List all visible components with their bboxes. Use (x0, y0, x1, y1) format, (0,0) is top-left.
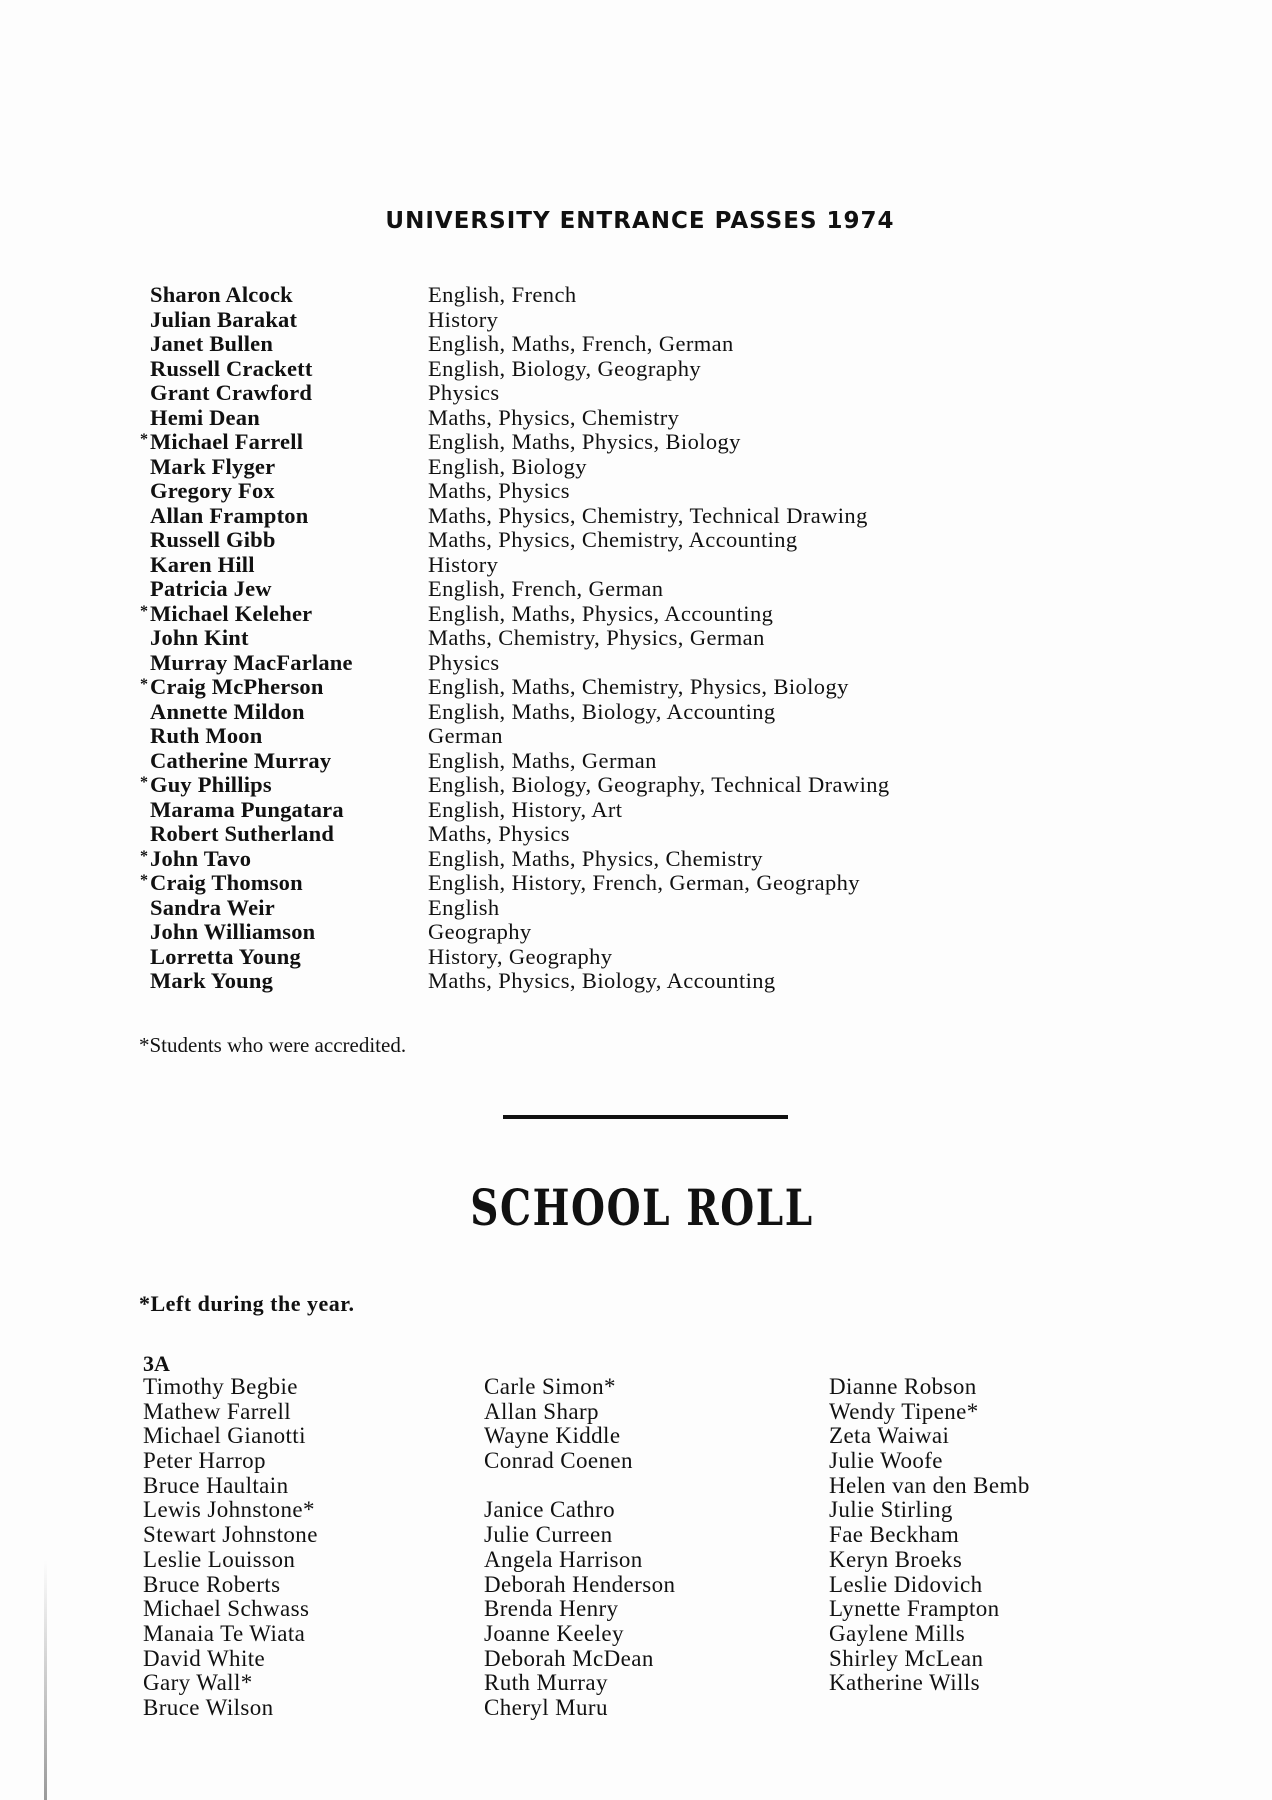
roll-student-name: Julie Woofe (829, 1448, 943, 1474)
subjects-passed: German (428, 723, 503, 748)
roll-student-name: Janice Cathro (484, 1497, 616, 1523)
roll-column-2 (484, 1375, 675, 1721)
roll-student-name: Mathew Farrell (143, 1398, 292, 1424)
ue-entry-row (150, 528, 890, 553)
roll-student-name: Lynette Frampton (829, 1596, 1000, 1622)
student-name (150, 822, 428, 847)
student-name-text: Russell Crackett (150, 355, 313, 381)
roll-student-name: Julie Curreen (484, 1522, 613, 1548)
roll-student-name: Julie Stirling (829, 1497, 953, 1523)
ue-entry-row (150, 798, 890, 823)
student-name (140, 429, 428, 455)
ue-entry-row (150, 945, 890, 970)
ue-entry-row (150, 553, 890, 578)
roll-student-name: Bruce Haultain (143, 1472, 289, 1498)
roll-student-name: Brenda Henry (484, 1596, 619, 1622)
subjects-passed: English, French, German (428, 576, 664, 601)
ue-entry-row (150, 920, 890, 945)
student-name (150, 969, 428, 994)
student-name (150, 455, 428, 480)
student-name-text: Patricia Jew (150, 576, 272, 601)
roll-student-name: Cheryl Muru (484, 1694, 608, 1720)
student-name (150, 283, 428, 308)
school-roll-title: SCHOOL ROLL (470, 1178, 814, 1237)
ue-entry-row (140, 600, 890, 627)
student-name-text: Murray MacFarlane (150, 649, 353, 675)
ue-entry-row (150, 700, 890, 725)
roll-student-name: Allan Sharp (484, 1398, 599, 1424)
ue-entry-row (150, 283, 890, 308)
student-name-text: John Kint (150, 625, 249, 650)
class-label-3a: 3A (143, 1351, 170, 1376)
student-name (150, 308, 428, 333)
subjects-passed: English, Maths, Physics, Accounting (428, 600, 774, 626)
roll-student-name: Lewis Johnstone* (143, 1497, 315, 1523)
student-name-text: Sandra Weir (150, 894, 275, 920)
student-name-text: Mark Young (150, 968, 274, 993)
subjects-passed: English, History, Art (428, 796, 623, 822)
roll-student-name: Shirley McLean (829, 1645, 984, 1671)
student-name-text: John Williamson (150, 919, 316, 944)
roll-student-name: David White (143, 1645, 266, 1671)
student-name (150, 896, 428, 921)
student-name-text: Gregory Fox (150, 478, 275, 503)
student-name-text: Hemi Dean (150, 404, 260, 430)
student-name-text: John Tavo (150, 845, 252, 871)
roll-column-3 (829, 1375, 1030, 1696)
ue-entry-row (150, 357, 890, 382)
roll-student-name: Fae Beckham (829, 1522, 960, 1548)
subjects-passed: English, Biology (428, 453, 587, 479)
roll-student-name: Wendy Tipene* (829, 1398, 979, 1424)
subjects-passed: History, Geography (428, 943, 613, 969)
roll-student-name: Keryn Broeks (829, 1546, 963, 1572)
accredited-mark: * (140, 431, 149, 448)
ue-entry-row (150, 381, 890, 406)
roll-student-name: Bruce Roberts (143, 1571, 281, 1597)
student-name (150, 381, 428, 406)
roll-student-name: Deborah Henderson (484, 1571, 676, 1597)
roll-student-name: Deborah McDean (484, 1645, 654, 1671)
student-name-text: Craig Thomson (150, 870, 303, 895)
student-name-text: Ruth Moon (150, 723, 263, 748)
student-name (140, 845, 428, 872)
roll-student-name: Zeta Waiwai (829, 1423, 950, 1449)
student-name (150, 577, 428, 602)
subjects-passed: English, French (428, 282, 577, 307)
ue-entry-row (150, 749, 890, 774)
student-name (150, 479, 428, 504)
subjects-passed: Maths, Physics, Chemistry (428, 404, 680, 430)
subjects-passed: History (428, 551, 499, 577)
student-name-text: Allan Frampton (150, 502, 309, 528)
ue-entry-row (150, 626, 890, 651)
subjects-passed: English, Biology, Geography, Technical Drawing (428, 772, 890, 797)
student-name-text: Mark Flyger (150, 453, 276, 479)
ue-entry-row (150, 479, 890, 504)
student-name (150, 700, 428, 725)
section-divider (503, 1115, 788, 1119)
subjects-passed: Maths, Physics (428, 478, 570, 503)
accredited-mark: * (140, 676, 149, 693)
student-name (140, 772, 428, 798)
ue-entry-row (150, 651, 890, 676)
student-name-text: Robert Sutherland (150, 821, 335, 846)
student-name (140, 870, 428, 896)
roll-student-name: Carle Simon* (484, 1374, 616, 1399)
student-name (150, 749, 428, 774)
subjects-passed: Physics (428, 380, 500, 405)
student-name-text: Julian Barakat (150, 306, 298, 332)
student-name (150, 332, 428, 357)
subjects-passed: Maths, Physics, Chemistry, Accounting (428, 527, 798, 552)
student-name (140, 674, 428, 700)
ue-entry-row (140, 674, 890, 700)
subjects-passed: English (428, 894, 500, 920)
roll-student-name: Katherine Wills (829, 1670, 980, 1696)
accredited-mark: * (140, 774, 149, 791)
student-name (150, 651, 428, 676)
student-name (150, 920, 428, 945)
student-name-text: Lorretta Young (150, 943, 301, 969)
roll-student-name: Conrad Coenen (484, 1448, 633, 1474)
roll-student-name: Timothy Begbie (143, 1374, 298, 1399)
student-name (150, 357, 428, 382)
student-name (150, 528, 428, 553)
roll-student-name: Manaia Te Wiata (143, 1620, 306, 1646)
ue-entry-row (140, 429, 890, 455)
student-name-text: Russell Gibb (150, 527, 276, 552)
roll-student-name: Leslie Louisson (143, 1546, 296, 1572)
roll-student-name: Gaylene Mills (829, 1620, 966, 1646)
roll-student-name: Gary Wall* (143, 1670, 253, 1696)
roll-student-name: Joanne Keeley (484, 1620, 624, 1646)
student-name-text: Guy Phillips (150, 772, 272, 797)
ue-entry-row (150, 406, 890, 431)
subjects-passed: English, Maths, Biology, Accounting (428, 698, 776, 724)
ue-entry-row (150, 504, 890, 529)
page-edge-shadow (44, 1560, 47, 1800)
student-name-text: Marama Pungatara (150, 796, 344, 822)
left-during-year-footnote: *Left during the year. (139, 1291, 355, 1316)
roll-student-name: Dianne Robson (829, 1374, 977, 1399)
accredited-mark: * (140, 872, 149, 889)
student-name-text: Craig McPherson (150, 674, 324, 699)
student-name (150, 406, 428, 431)
ue-entry-row (140, 845, 890, 872)
subjects-passed: English, History, French, German, Geography (428, 870, 860, 895)
student-name-text: Annette Mildon (150, 698, 305, 724)
roll-student-name: Angela Harrison (484, 1546, 643, 1572)
subjects-passed: English, Biology, Geography (428, 355, 702, 381)
student-name-text: Michael Keleher (150, 600, 313, 626)
ue-entry-row (140, 772, 890, 798)
ue-entry-row (150, 896, 890, 921)
subjects-passed: History (428, 306, 499, 332)
subjects-passed: Maths, Physics, Biology, Accounting (428, 968, 776, 993)
accredited-mark: * (140, 602, 149, 620)
roll-student-name: Wayne Kiddle (484, 1423, 621, 1449)
subjects-passed: English, Maths, French, German (428, 331, 734, 356)
subjects-passed: Maths, Physics, Chemistry, Technical Drawing (428, 502, 868, 528)
student-name (150, 553, 428, 578)
roll-student-name: Michael Gianotti (143, 1423, 306, 1449)
subjects-passed: English, Maths, Physics, Biology (428, 429, 741, 454)
ue-entry-row (140, 870, 890, 896)
roll-student-name: Bruce Wilson (143, 1694, 274, 1720)
accredited-mark: * (140, 847, 149, 865)
ue-entry-row (150, 455, 890, 480)
student-name (150, 626, 428, 651)
roll-student-name: Ruth Murray (484, 1670, 608, 1696)
subjects-passed: English, Maths, Chemistry, Physics, Biology (428, 674, 849, 699)
student-name (150, 798, 428, 823)
subjects-passed: Geography (428, 919, 532, 944)
roll-student-name: Stewart Johnstone (143, 1522, 318, 1548)
student-name-text: Catherine Murray (150, 747, 332, 773)
student-name (150, 724, 428, 749)
student-name (150, 504, 428, 529)
accredited-footnote: *Students who were accredited. (139, 1033, 407, 1057)
ue-entry-row (150, 332, 890, 357)
student-name-text: Sharon Alcock (150, 282, 293, 307)
ue-entry-row (150, 724, 890, 749)
roll-student-name: Peter Harrop (143, 1448, 266, 1474)
student-name (150, 945, 428, 970)
roll-student-name: Michael Schwass (143, 1596, 310, 1622)
roll-column-1 (143, 1375, 318, 1721)
ue-entry-row (150, 822, 890, 847)
group-spacer (484, 1474, 675, 1499)
ue-passes-list (140, 282, 890, 994)
ue-entry-row (150, 969, 890, 994)
student-name-text: Michael Farrell (150, 429, 304, 454)
student-name (140, 600, 428, 627)
roll-student-name: Leslie Didovich (829, 1571, 983, 1597)
roll-student-name: Helen van den Bemb (829, 1472, 1030, 1498)
student-name-text: Karen Hill (150, 551, 255, 577)
subjects-passed: Physics (428, 649, 500, 675)
subjects-passed: Maths, Chemistry, Physics, German (428, 625, 765, 650)
subjects-passed: English, Maths, German (428, 747, 657, 773)
student-name-text: Grant Crawford (150, 380, 313, 405)
ue-entry-row (150, 308, 890, 333)
subjects-passed: Maths, Physics (428, 821, 570, 846)
ue-entry-row (150, 577, 890, 602)
student-name-text: Janet Bullen (150, 331, 274, 356)
ue-section-title: UNIVERSITY ENTRANCE PASSES 1974 (385, 208, 895, 234)
subjects-passed: English, Maths, Physics, Chemistry (428, 845, 763, 871)
